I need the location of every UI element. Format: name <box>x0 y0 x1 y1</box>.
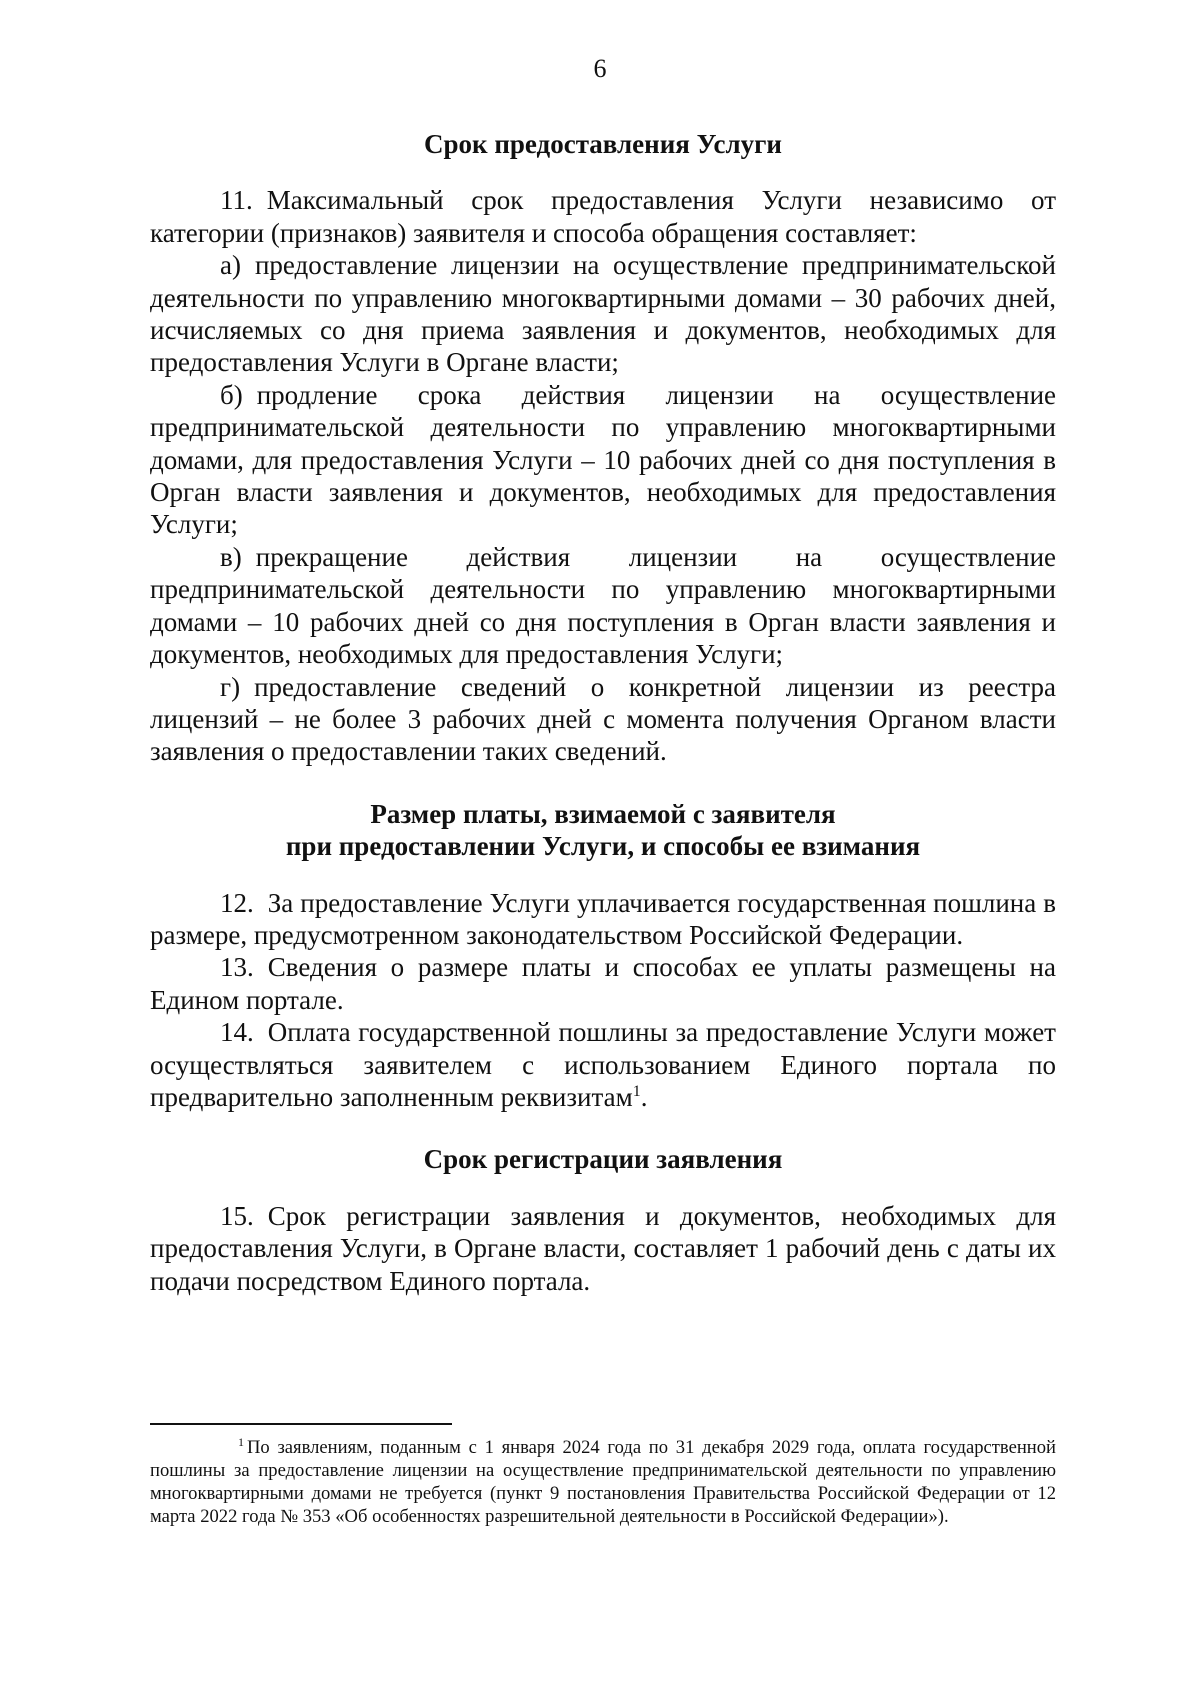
list-item-a <box>150 249 1056 379</box>
list-item-marker: г) <box>220 671 241 702</box>
paragraph-13 <box>150 951 1056 1016</box>
paragraph-text: За предоставление Услуги уплачивается государственная пошлина в размере, предусмотренном законодательством Российской Федерации. <box>150 887 1056 950</box>
paragraph-14 <box>150 1016 1056 1113</box>
section-title-registration-term: Срок регистрации заявления <box>423 1144 783 1175</box>
paragraph-12 <box>150 887 1056 952</box>
list-item-marker: а) <box>220 250 241 281</box>
footnote-reference[interactable]: 1 <box>632 1082 641 1100</box>
list-item-marker: в) <box>220 541 242 572</box>
page-number: 6 <box>593 54 607 83</box>
paragraph-number: 12. <box>220 887 254 918</box>
section-title-line-1: Размер платы, взимаемой с заявителя <box>370 798 836 829</box>
list-item-text: продление срока действия лицензии на осуществление предпринимательской деятельности по управлению многоквартирными домами, для предоставления Услуги – 10 рабочих дней со дня поступления в Орган власти заявления и документов, необходимых для предоставления Услуги; <box>150 379 1056 540</box>
paragraph-text: Максимальный срок предоставления Услуги независимо от категории (признаков) заявителя и способа обращения составляет: <box>150 185 1056 248</box>
list-item-text: прекращение действия лицензии на осуществление предпринимательской деятельности по управлению многоквартирными домами – 10 рабочих дней со дня поступления в Орган власти заявления и документов, необходимых для предоставления Услуги; <box>150 541 1056 670</box>
paragraph-text: Сведения о размере платы и способах ее уплаты размещены на Едином портале. <box>150 952 1056 1015</box>
list-item-text: предоставление лицензии на осуществление предпринимательской деятельности по управлению многоквартирными домами – 30 рабочих дней, исчисляемых со дня приема заявления и документов, необходимых для предоставления Услуги в Органе власти; <box>150 250 1056 378</box>
footnote <box>150 1436 1056 1528</box>
paragraph-text: Оплата государственной пошлины за предоставление Услуги может осуществляться заявителем с использованием Единого портала по предварительно заполненным реквизитам <box>150 1017 1056 1112</box>
list-item-text: предоставление сведений о конкретной лицензии из реестра лицензий – не более 3 рабочих дней с момента получения Органом власти заявления о предоставлении таких сведений. <box>150 671 1056 767</box>
footnote-text: По заявлениям, поданным с 1 января 2024 года по 31 декабря 2029 года, оплата государственной пошлины за предоставление лицензии на осуществление предпринимательской деятельности по управлению многоквартирными домами не требуется (пункт 9 постановления Правительства Российской Федерации от 12 марта 2022 года № 353 «Об особенностях разрешительной деятельности в Российской Федерации»). <box>150 1437 1056 1527</box>
list-item-g <box>150 671 1056 768</box>
section-title-fee <box>150 798 1056 863</box>
footnote-mark: 1 <box>238 1434 244 1449</box>
list-item-v <box>150 541 1056 671</box>
paragraph-number: 14. <box>220 1017 254 1048</box>
list-item-b <box>150 379 1056 541</box>
paragraph-15 <box>150 1200 1056 1297</box>
paragraph-end: . <box>640 1081 648 1112</box>
paragraph-number: 15. <box>220 1200 254 1231</box>
document-body <box>150 128 1056 1297</box>
paragraph-text: Срок регистрации заявления и документов, необходимых для предоставления Услуги, в Органе власти, составляет 1 рабочий день с даты их подачи посредством Единого портала. <box>150 1200 1056 1296</box>
paragraph-number: 13. <box>220 952 254 983</box>
footnote-separator <box>150 1423 452 1425</box>
section-title-service-term: Срок предоставления Услуги <box>424 129 782 159</box>
list-item-marker: б) <box>220 379 243 410</box>
paragraph-number: 11. <box>220 185 253 216</box>
paragraph-11 <box>150 184 1056 249</box>
section-title-line-2: при предоставлении Услуги, и способы ее взимания <box>285 831 921 862</box>
